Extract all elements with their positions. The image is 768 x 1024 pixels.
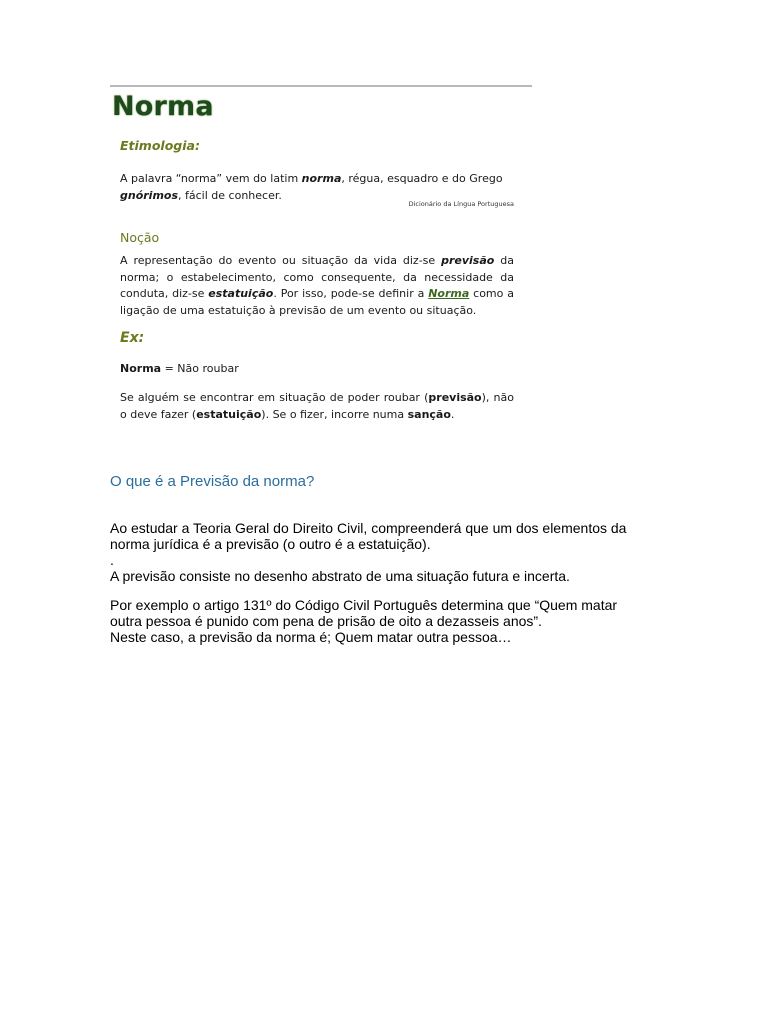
example-text: Se alguém se encontrar em situação de poder roubar (previsão), não o deve fazer (estatuição). Se o fizer, incorre numa sanção. [120, 391, 514, 421]
nocao-heading: Noção [120, 230, 160, 245]
example-heading: Ex: [120, 330, 145, 346]
section-question-heading: O que é a Previsão da norma? [110, 473, 315, 490]
nocao-text: A representação do evento ou situação da vida diz-se previsão da norma; o estabelecimento, como consequente, da necessidade da conduta, diz-se estatuição. Por isso, pode-se definir a Norma como a ligação de uma estatuição à previsão de um evento ou situação. [120, 254, 514, 317]
slide-content [110, 87, 532, 439]
example-norma: Norma = Não roubar [120, 362, 239, 375]
text-line: A previsão consiste no desenho abstrato de uma situação futura e incerta. [110, 568, 570, 584]
text-line: . [110, 552, 114, 568]
etymology-heading: Etimologia: [120, 138, 200, 153]
dictionary-source: Dicionário da Língua Portuguesa [408, 200, 514, 208]
text-line: outra pessoa é punido com pena de prisão de oito a dezasseis anos”. [110, 613, 542, 629]
norma-slide-image [110, 85, 532, 439]
text-line: Neste caso, a previsão da norma é; Quem matar outra pessoa… [110, 629, 512, 645]
etymology-text: A palavra “norma” vem do latim norma, régua, esquadro e do Grego gnórimos, fácil de conhecer. [120, 172, 503, 202]
paragraph-example [110, 597, 670, 645]
text-line: Ao estudar a Teoria Geral do Direito Civil, compreenderá que um dos elementos da [110, 520, 627, 536]
norma-highlight: Norma [428, 287, 470, 300]
slide-title: Norma [112, 91, 214, 122]
paragraph-previsao [110, 520, 670, 584]
text-line: norma jurídica é a previsão (o outro é a estatuição). [110, 536, 431, 552]
text-line: Por exemplo o artigo 131º do Código Civil Português determina que “Quem matar [110, 597, 618, 613]
